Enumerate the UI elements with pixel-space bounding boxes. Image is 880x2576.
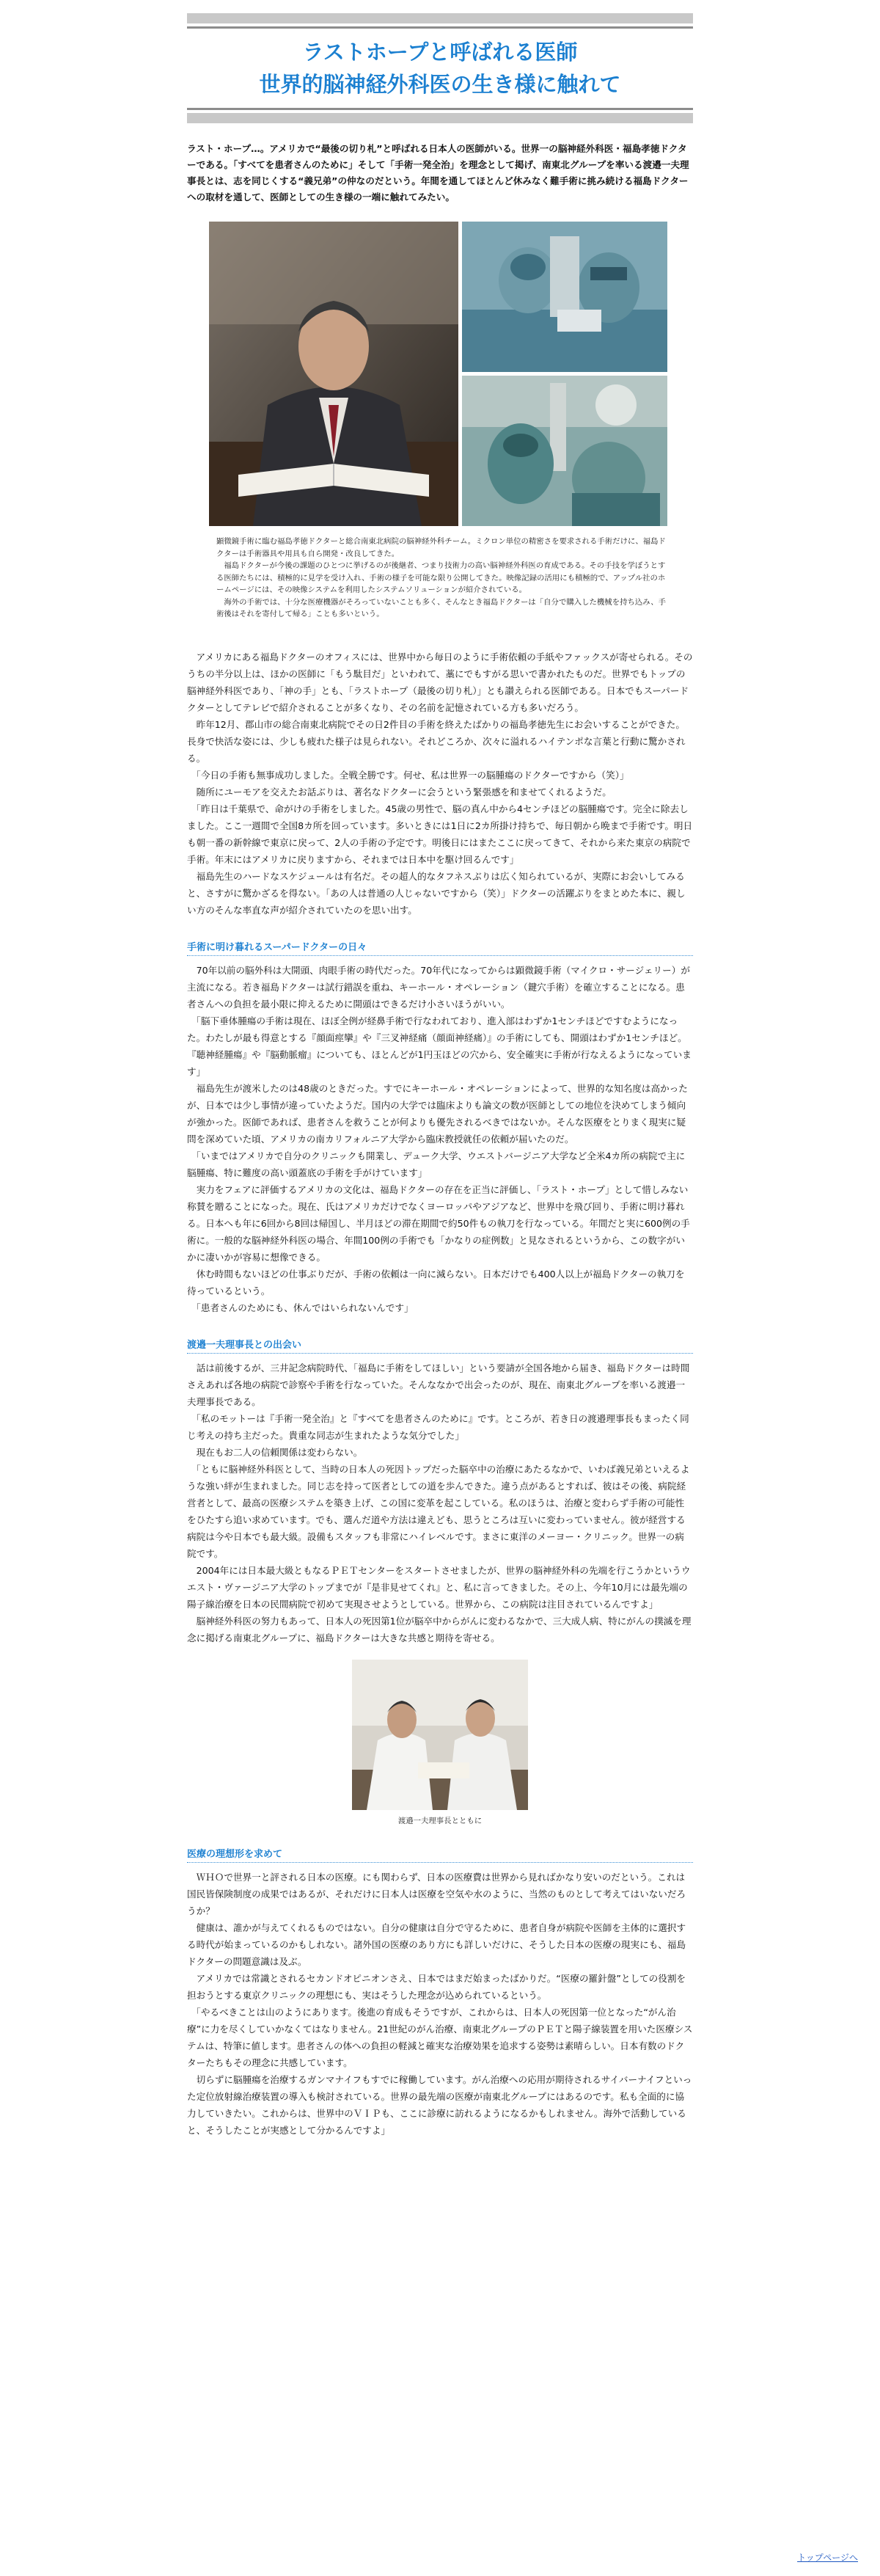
section-paragraph: 切らずに脳腫瘍を治療するガンマナイフもすでに稼働しています。がん治療への応用が期待されるサイバーナイフといった定位放射線治療装置の導入も検討されている。世界の最先端の医療が南東北グループにはあるのです。私も全面的に協力していきたい。これからは、世界中のＶＩＰも、ここに診療に訪れるようになるかもしれません。海外で活動していると、そうしたことが実感として分かるんですよ」 xyxy=(187,2073,692,2136)
section-1-body xyxy=(187,962,693,1316)
section-paragraph: アメリカでは常識とされるセカンドオピニオンさえ、日本ではまだ始まったばかりだ。“医療の羅針盤”としての役割を担おうとする東京クリニックの理想にも、実はそうした理念が込められているという。 xyxy=(187,1972,686,2001)
section-heading-1: 手術に明け暮れるスーパードクターの日々 xyxy=(187,939,693,956)
header-rule-bottom xyxy=(187,108,693,110)
header-bar-top xyxy=(187,13,693,23)
section-paragraph: 「いまではアメリカで自分のクリニックも開業し、デューク大学、ウエストバージニア大学など全米4カ所の病院で主に脳腫瘍、特に難度の高い頭蓋底の手術を手がけています」 xyxy=(187,1150,686,1178)
section-2-body xyxy=(187,1360,693,1646)
lead-paragraph xyxy=(187,141,693,205)
two-doctors-caption: 渡邉一夫理事長とともに xyxy=(397,1816,483,1825)
section-paragraph: 健康は、誰かが与えてくれるものではない。自分の健康は自分で守るために、患者自身が病院や医師を主体的に選択する時代が始まっているのかもしれない。諸外国の医療のあり方にも詳しいだけに、そうした日本の医療の現実にも、福島ドクターの問題意識は及ぶ。 xyxy=(187,1922,686,1967)
section-paragraph: 休む時間もないほどの仕事ぶりだが、手術の依頼は一向に減らない。日本だけでも400人以上が福島ドクターの執刀を待っているという。 xyxy=(187,1268,685,1296)
surgery-photo-2 xyxy=(462,376,667,526)
top-page-link[interactable]: トップページへ xyxy=(797,2553,858,2563)
section-paragraph: 「脳下垂体腫瘍の手術は現在、ほぼ全例が経鼻手術で行なわれており、進入部はわずか1センチほどですむようになった。わたしが最も得意とする『顔面痙攣』や『三叉神経痛（顔面神経痛）』の手術にしても、開頭はわずか1センチほど。『聴神経腫瘍』や『脳動脈瘤』についても、ほとんどが1円玉ほどの穴から、安全確実に手術が行なえるようになっています」 xyxy=(187,1015,692,1077)
body-paragraph: 福島先生のハードなスケジュールは有名だ。その超人的なタフネスぶりは広く知られているが、実際にお会いしてみると、さすがに驚かざるを得ない。「あの人は普通の人じゃないですから（笑）」ドクターの活躍ぶりをまとめた本に、親しい方のそんな率直な声が紹介されていたのを思い出す。 xyxy=(187,870,686,916)
section-paragraph: 「私のモットーは『手術一発全治』と『すべてを患者さんのために』です。ところが、若き日の渡邉理事長もまったく同じ考えの持ち主だった。貴重な同志が生まれたような気分でした」 xyxy=(187,1412,689,1441)
lead-text: ラスト・ホープ…。アメリカで“最後の切り札”と呼ばれる日本人の医師がいる。世界一の脳神経外科医・福島孝徳ドクターである。「すべてを患者さんのために」そして「手術一発全治」を理念として掲げ、南東北グループを率いる渡邉一夫理事長とは、志を同じくする“義兄弟”の仲なのだという。年間を通してほとんど休みなく難手術に挑み続ける福島ドクターへの取材を通して、医師としての生き様の一端に触れてみたい。 xyxy=(187,143,689,202)
section-paragraph: 2004年には日本最大級ともなるＰＥＴセンターをスタートさせましたが、世界の脳神経外科の先端を行こうかというウエスト・ヴァージニア大学のトップまでが『是非見せてくれ』と、私に言ってきました。その上、今年10月には最先端の陽子線治療を日本の民間病院で初めて実現させようとしている。世界から、この病院は注目されているんですよ」 xyxy=(187,1564,691,1610)
caption-p2: 福島ドクターが今後の課題のひとつに挙げるのが後継者、つまり技術力の高い脳神経外科医の育成である。その手技を学ぼうとする医師たちには、積極的に見学を受け入れ、手術の様子を可能な限り公開してきた。映像記録の活用にも積極的で、アップル社のホームページには、その映像システムを利用したシステムソリューションが紹介されている。 xyxy=(216,561,666,594)
page-title xyxy=(187,36,693,101)
two-doctors-photo xyxy=(352,1660,528,1810)
body-paragraph: 随所にユーモアを交えたお話ぶりは、著名なドクターに会うという緊張感を和ませてくれるようだ。 xyxy=(187,786,612,798)
caption-p3: 海外の手術では、十分な医療機器がそろっていないことも多く、そんなとき福島ドクターは「自分で購入した機械を持ち込み、手術後はそれを寄付して帰る」ことも多いという。 xyxy=(216,597,667,619)
section-paragraph: ＷＨＯで世界一と評される日本の医療。にも関わらず、日本の医療費は世界から見ればかなり安いのだという。これは国民皆保険制度の成果ではあるが、それだけに日本人は医療を空気や水のように、当然のものとして考えてはいないだろうか？ xyxy=(187,1871,686,1916)
section-paragraph: 実力をフェアに評価するアメリカの文化は、福島ドクターの存在を正当に評価し、「ラスト・ホープ」として惜しみない称賛を贈ることになった。現在、氏はアメリカだけでなくヨーロッパやアジアなど、世界中を飛び回り、手術に明け暮れる。日本へも年に6回から8回は帰国し、半月ほどの滞在期間で約50件もの執刀を行なっている。年間だと実に600例の手術に。一般的な脳神経外科医の場合、年間100例の手術でも「かなりの症例数」と見なされるというから、この数字がいかに凄いかが容易に想像できる。 xyxy=(187,1183,690,1263)
body-paragraph: 「今日の手術も無事成功しました。全戦全勝です。何せ、私は世界一の脳腫瘍のドクターですから（笑）」 xyxy=(187,769,629,781)
photo-collage xyxy=(187,222,693,530)
doctor-portrait-photo xyxy=(209,222,458,526)
photo-caption xyxy=(216,536,671,621)
caption-p1: 顕微鏡手術に臨む福島孝徳ドクターと総合南東北病院の脳神経外科チーム。ミクロン単位の精密さを要求される手術だけに、福島ドクターは手術器具や用具も自ら開発・改良してきた。 xyxy=(216,537,666,558)
body-paragraph: アメリカにある福島ドクターのオフィスには、世界中から毎日のように手術依頼の手紙やファックスが寄せられる。そのうちの半分以上は、ほかの医師に「もう駄目だ」といわれて、藁にでもすがる思いで書かれたものだ。世界でもトップの脳神経外科医であり、「神の手」とも、「ラストホープ（最後の切り札）」とも讃えられる医師である。日本でもスーパードクターとしてテレビで紹介されることが多くなり、その名前を記憶されている方も多いだろう。 xyxy=(187,651,693,713)
section-heading-2: 渡邉一夫理事長との出会い xyxy=(187,1337,693,1354)
title-line-1: ラストホープと呼ばれる医師 xyxy=(302,40,578,65)
section-paragraph: 脳神経外科医の努力もあって、日本人の死因第1位が脳卒中からがんに変わるなかで、三大成人病、特にがんの撲滅を理念に掲げる南東北グループに、福島ドクターは大きな共感と期待を寄せる。 xyxy=(187,1615,692,1643)
header-rule-top xyxy=(187,26,693,29)
section-paragraph: 福島先生が渡米したのは48歳のときだった。すでにキーホール・オペレーションによって、世界的な知名度は高かったが、日本では少し事情が違っていたようだ。国内の大学では臨床よりも論文の数が医師としての地位を決めてしまう傾向が強かった。医師であれば、患者さんを救うことが何よりも優先されるべきではないか。そんな医療をとりまく現実に疑問を深めていた頃、アメリカの南カリフォルニア大学から臨床教授就任の依頼が届いたのだ。 xyxy=(187,1082,688,1145)
section-paragraph: 「やるべきことは山のようにあります。後進の育成もそうですが、これからは、日本人の死因第一位となった“がん治療”に力を尽くしていかなくてはなりません。21世紀のがん治療、南東北グループのＰＥＴと陽子線装置を用いた医療システムは、特筆に値します。患者さんの体への負担の軽減と確実な治療効果を追求する姿勢は素晴らしい。日本有数のドクターたちもその理念に共感しています。 xyxy=(187,2006,693,2068)
section-paragraph: 70年以前の脳外科は大開頭、肉眼手術の時代だった。70年代になってからは顕微鏡手術（マイクロ・サージェリー）が主流になる。若き福島ドクターは試行錯誤を重ね、キーホール・オペレーション（鍵穴手術）を確立することになる。患者さんへの負担を最小限に抑えるために開頭はできるだけ小さいほうがいい。 xyxy=(187,964,690,1010)
section-3-body xyxy=(187,1869,693,2139)
surgery-photo-1 xyxy=(462,222,667,372)
section-heading-3: 医療の理想形を求めて xyxy=(187,1846,693,1863)
section-paragraph: 現在もお二人の信頼関係は変わらない。 xyxy=(187,1446,363,1458)
body-paragraph: 昨年12月、郡山市の総合南東北病院でその日2件目の手術を終えたばかりの福島孝徳先生にお会いすることができた。長身で快活な姿には、少しも疲れた様子は見られない。それどころか、次々に溢れるハイテンポな言葉と行動に驚かされる。 xyxy=(187,718,686,764)
section-paragraph: 「患者さんのためにも、休んではいられないんです」 xyxy=(187,1302,414,1313)
intro-body xyxy=(187,649,693,919)
section-paragraph: 話は前後するが、三井記念病院時代、「福島に手術をしてほしい」という要請が全国各地から届き、福島ドクターは時間さえあれば各地の病院で診察や手術を行なっていた。そんななかで出会ったのが、現在、南東北グループを率いる渡邉一夫理事長である。 xyxy=(187,1362,690,1407)
body-paragraph: 「昨日は千葉県で、命がけの手術をしました。45歳の男性で、脳の真ん中から4センチほどの脳腫瘍です。完全に除去しました。ここ一週間で全国8カ所を回っています。多いときには1日に2カ所掛け持ちで、毎日朝から晩まで手術です。明日も朝一番の新幹線で東京に戻って、2人の手術の予定です。明後日にはまたここに戻ってきて、それから来た東京の病院で手術。年末にはアメリカに戻りますから、それまでは日本中を駆け回るんです」 xyxy=(187,803,693,865)
page-content xyxy=(187,0,693,2139)
section-paragraph: 「ともに脳神経外科医として、当時の日本人の死因トップだった脳卒中の治療にあたるなかで、いわば義兄弟といえるような強い絆が生まれました。同じ志を持って医者としての道を歩んできた。違う点があるとすれば、彼はその後、病院経営者として、最高の医療システムを築き上げ、この国に変革を起こしている。私のほうは、治療と変わらず手術の可能性をひたすら追い求めています。でも、選んだ道や方法は違えども、思うところは互いに変わっていません。彼が経営する病院は今や日本でも最大級。設備もスタッフも非常にハイレベルです。まさに東洋のメーヨー・クリニック。世界一の病院です。 xyxy=(187,1463,690,1559)
header-bar-bottom xyxy=(187,113,693,123)
title-line-2: 世界的脳神経外科医の生き様に触れて xyxy=(259,72,621,97)
